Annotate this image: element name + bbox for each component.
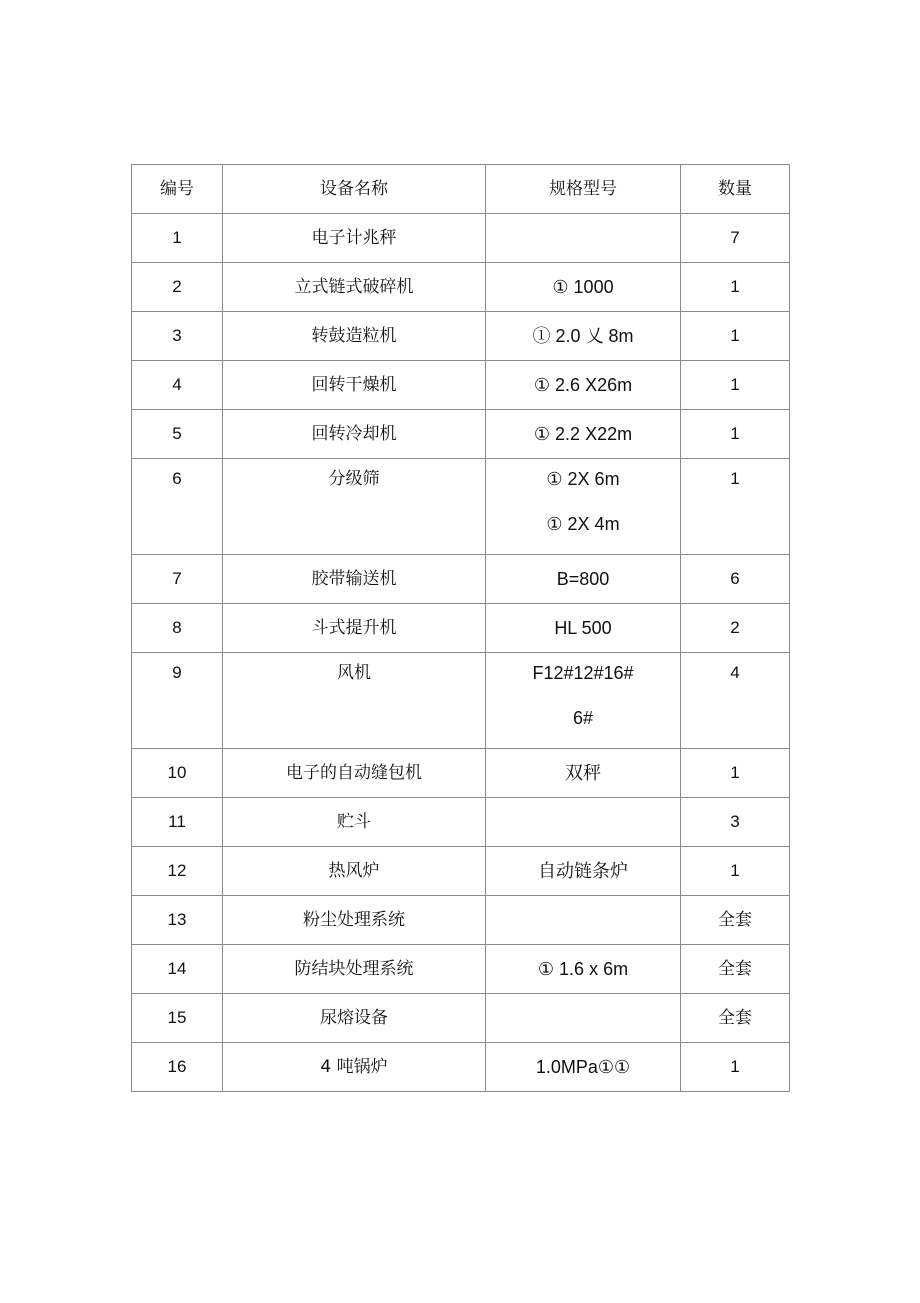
cell-specification (486, 749, 681, 798)
cell-specification (486, 459, 681, 555)
table-row (132, 798, 790, 847)
table-row (132, 945, 790, 994)
spec-line: ① 2X 6m (546, 469, 620, 489)
cell-equipment-name: 胶带输送机 (223, 555, 486, 604)
spec-line: ① 2.0 乂 8m (532, 326, 634, 346)
cell-equipment-name: 贮斗 (223, 798, 486, 847)
spec-line: HL 500 (554, 618, 612, 638)
table-header-row (132, 165, 790, 214)
cell-number: 3 (132, 312, 223, 361)
cell-equipment-name: 分级筛 (223, 459, 486, 555)
header-specification: 规格型号 (486, 165, 681, 214)
cell-number: 2 (132, 263, 223, 312)
spec-line: 自动链条炉 (538, 861, 628, 881)
cell-specification (486, 847, 681, 896)
table-row (132, 749, 790, 798)
spec-line: ① 2.2 X22m (533, 424, 633, 444)
cell-specification (486, 410, 681, 459)
cell-equipment-name: 回转干燥机 (223, 361, 486, 410)
table-row (132, 361, 790, 410)
table-row (132, 459, 790, 555)
table-row (132, 1043, 790, 1092)
cell-specification (486, 896, 681, 945)
spec-line: ① 2X 4m (546, 514, 620, 534)
table-row (132, 994, 790, 1043)
cell-quantity: 4 (681, 653, 790, 749)
cell-equipment-name: 电子的自动缝包机 (223, 749, 486, 798)
cell-quantity: 1 (681, 361, 790, 410)
table-row (132, 410, 790, 459)
cell-equipment-name: 风机 (223, 653, 486, 749)
cell-quantity: 7 (681, 214, 790, 263)
cell-number: 16 (132, 1043, 223, 1092)
table-body (132, 214, 790, 1092)
cell-number: 6 (132, 459, 223, 555)
cell-equipment-name: 防结块处理系统 (223, 945, 486, 994)
cell-specification (486, 361, 681, 410)
spec-line: 6# (572, 708, 594, 728)
equipment-table (131, 164, 790, 1092)
table-row (132, 653, 790, 749)
spec-line: 双秤 (565, 763, 601, 783)
cell-number: 11 (132, 798, 223, 847)
cell-number: 9 (132, 653, 223, 749)
spec-line: F12#12#16# (532, 663, 634, 683)
cell-number: 12 (132, 847, 223, 896)
cell-quantity: 1 (681, 1043, 790, 1092)
cell-equipment-name: 斗式提升机 (223, 604, 486, 653)
cell-quantity: 全套 (681, 994, 790, 1043)
spec-line: ① 2.6 X26m (533, 375, 633, 395)
cell-number: 13 (132, 896, 223, 945)
cell-specification (486, 1043, 681, 1092)
cell-quantity: 1 (681, 459, 790, 555)
table-row (132, 312, 790, 361)
cell-quantity: 3 (681, 798, 790, 847)
cell-specification (486, 312, 681, 361)
table-row (132, 214, 790, 263)
cell-equipment-name: 立式链式破碎机 (223, 263, 486, 312)
table-row (132, 604, 790, 653)
cell-specification (486, 653, 681, 749)
cell-specification (486, 263, 681, 312)
cell-specification (486, 604, 681, 653)
spec-line: 1.0MPa①① (535, 1057, 631, 1077)
cell-number: 10 (132, 749, 223, 798)
table-row (132, 555, 790, 604)
cell-number: 5 (132, 410, 223, 459)
spec-line: B=800 (556, 569, 610, 589)
cell-equipment-name: 转鼓造粒机 (223, 312, 486, 361)
spec-line: ① 1.6 x 6m (537, 959, 629, 979)
header-equipment-name: 设备名称 (223, 165, 486, 214)
cell-equipment-name: 回转冷却机 (223, 410, 486, 459)
cell-equipment-name: 热风炉 (223, 847, 486, 896)
table-row (132, 896, 790, 945)
cell-equipment-name: 4 吨锅炉 (223, 1043, 486, 1092)
cell-specification (486, 798, 681, 847)
header-number: 编号 (132, 165, 223, 214)
cell-quantity: 1 (681, 847, 790, 896)
table-row (132, 263, 790, 312)
cell-number: 8 (132, 604, 223, 653)
cell-specification (486, 214, 681, 263)
cell-equipment-name: 电子计兆秤 (223, 214, 486, 263)
cell-quantity: 1 (681, 263, 790, 312)
cell-quantity: 全套 (681, 896, 790, 945)
cell-number: 7 (132, 555, 223, 604)
cell-specification (486, 945, 681, 994)
cell-quantity: 1 (681, 410, 790, 459)
cell-number: 15 (132, 994, 223, 1043)
cell-specification (486, 994, 681, 1043)
cell-specification (486, 555, 681, 604)
cell-number: 4 (132, 361, 223, 410)
cell-equipment-name: 尿熔设备 (223, 994, 486, 1043)
cell-quantity: 1 (681, 749, 790, 798)
cell-quantity: 6 (681, 555, 790, 604)
spec-line: ① 1000 (552, 277, 614, 297)
cell-equipment-name: 粉尘处理系统 (223, 896, 486, 945)
cell-number: 14 (132, 945, 223, 994)
cell-quantity: 1 (681, 312, 790, 361)
cell-number: 1 (132, 214, 223, 263)
cell-quantity: 全套 (681, 945, 790, 994)
header-quantity: 数量 (681, 165, 790, 214)
cell-quantity: 2 (681, 604, 790, 653)
table-row (132, 847, 790, 896)
